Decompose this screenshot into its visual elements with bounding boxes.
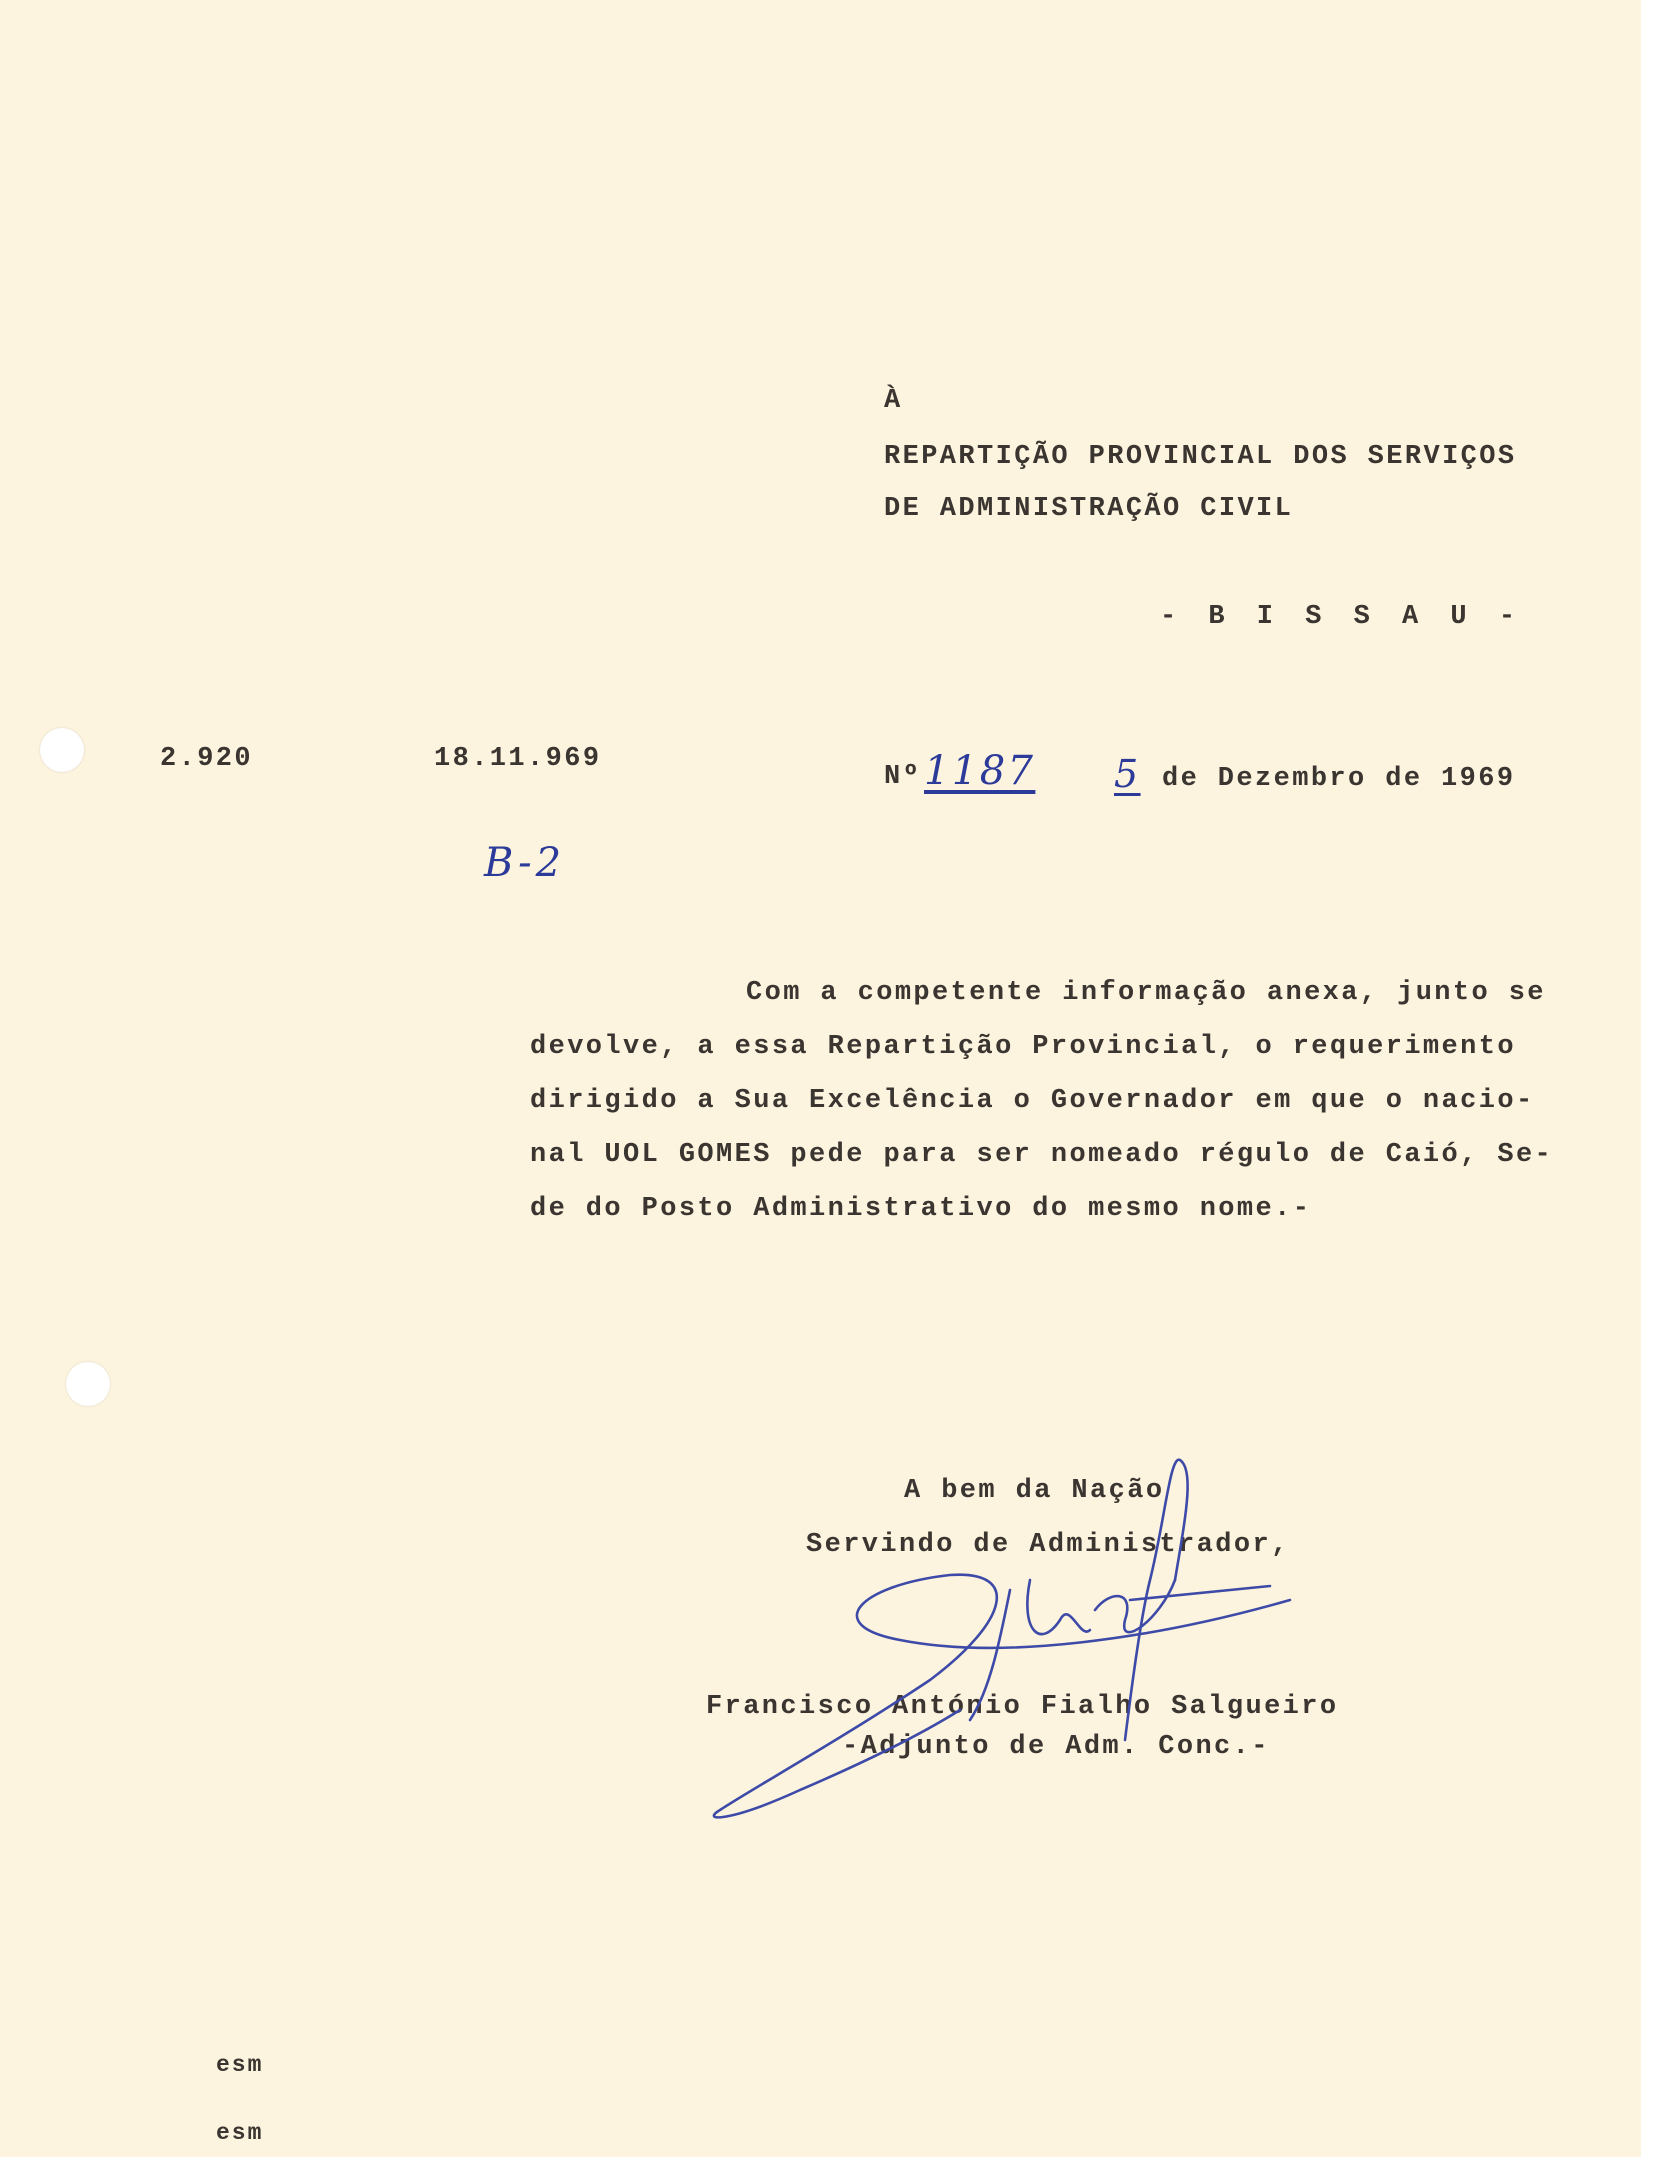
signatory-name: Francisco António Fialho Salgueiro [706,1692,1339,1722]
recipient-city: - B I S S A U - [1160,602,1524,632]
dispatch-day: 5 [1114,752,1141,796]
signatory-title: -Adjunto de Adm. Conc.- [842,1732,1270,1762]
reference-date: 18.11.969 [434,744,602,774]
reference-number: 2.920 [160,744,254,774]
body-line-1: Com a competente informação anexa, junto se [746,978,1546,1008]
dispatch-number: 1187 [924,748,1036,794]
closing-line-1: A bem da Nação [904,1476,1165,1506]
closing-line-2: Servindo de Administrador, [806,1530,1290,1560]
recipient-line-2: DE ADMINISTRAÇÃO CIVIL [884,494,1294,524]
recipient-prefix: À [884,386,903,416]
body-line-4: nal UOL GOMES pede para ser nomeado régulo de Caió, Se- [530,1140,1554,1170]
recipient-line-1: REPARTIÇÃO PROVINCIAL DOS SERVIÇOS [884,442,1517,472]
dispatch-date: de Dezembro de 1969 [1162,764,1516,794]
body-line-2: devolve, a essa Repartição Provincial, o requerimento [530,1032,1516,1062]
dispatch-number-label: Nº [884,762,922,792]
typist-initials-1: esm [216,2052,264,2078]
typist-initials-2: esm [216,2120,264,2146]
handwritten-annotation: B-2 [484,840,566,886]
body-line-5: de do Posto Administrativo do mesmo nome.- [530,1194,1312,1224]
body-line-3: dirigido a Sua Excelência o Governador em que o nacio- [530,1086,1535,1116]
